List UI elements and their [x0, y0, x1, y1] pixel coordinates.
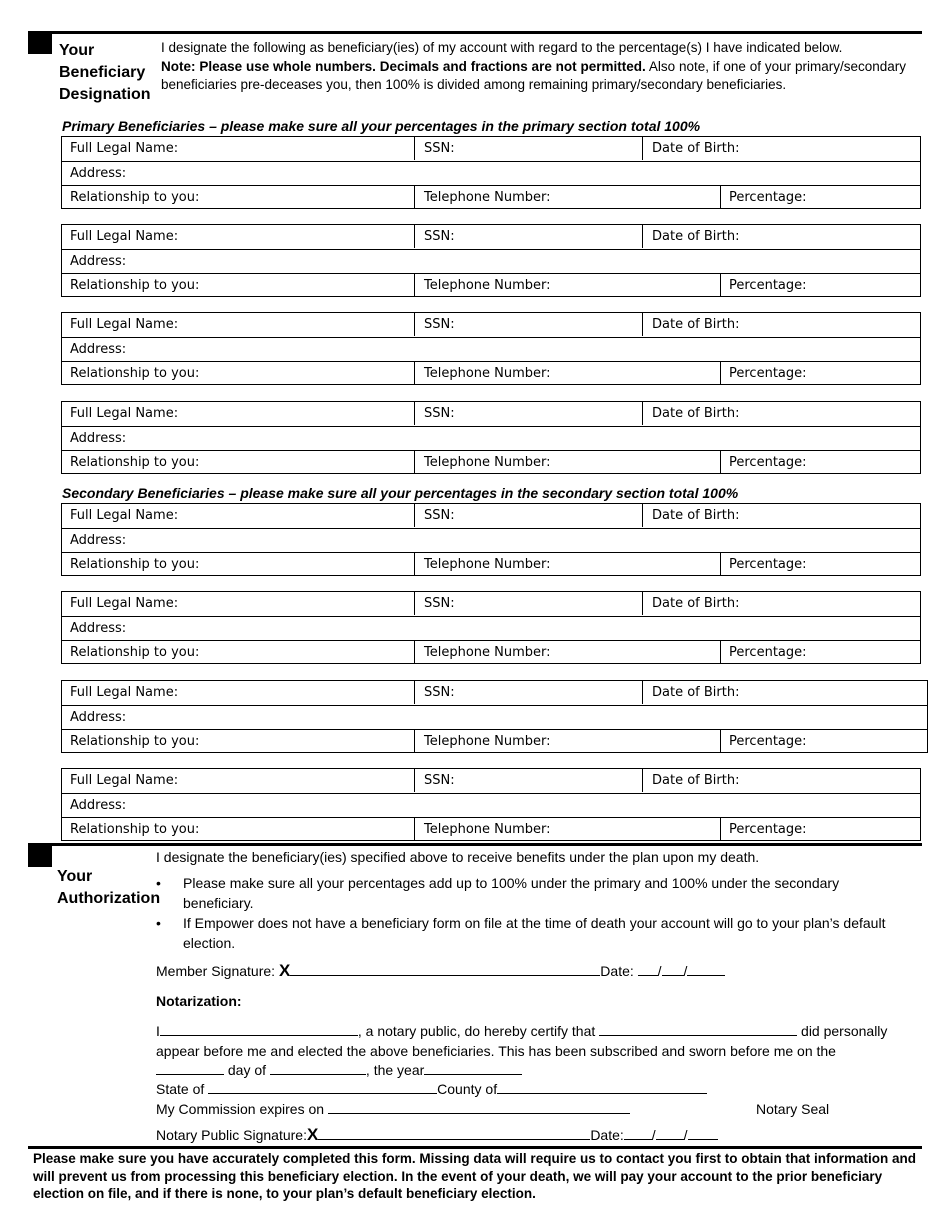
- commission-expiry-field[interactable]: [328, 1100, 630, 1114]
- notary-date-month[interactable]: [624, 1126, 652, 1140]
- signature-x-mark: X: [306, 1125, 319, 1144]
- percentage-field[interactable]: Percentage:: [720, 186, 920, 209]
- authorization-statement: I designate the beneficiary(ies) specified above to receive benefits under the plan upon my death.: [156, 849, 760, 865]
- ssn-field[interactable]: SSN:: [414, 681, 642, 704]
- notary-signature-field[interactable]: [318, 1126, 590, 1140]
- relationship-field[interactable]: Relationship to you:: [70, 822, 200, 837]
- full-legal-name-field[interactable]: Full Legal Name:: [70, 508, 179, 523]
- primary-beneficiary-2: [61, 224, 921, 297]
- date-of-birth-field[interactable]: Date of Birth:: [642, 592, 920, 615]
- address-field[interactable]: Address:: [70, 342, 127, 357]
- secondary-beneficiary-1: [61, 503, 921, 576]
- notary-date-line: day of , the year: [156, 1061, 522, 1080]
- notary-signature-line: Notary Public Signature:X Date: / /: [156, 1125, 718, 1145]
- telephone-field[interactable]: Telephone Number:: [414, 553, 720, 576]
- footer-rule: [28, 1146, 922, 1149]
- county-field[interactable]: [497, 1080, 707, 1094]
- decimals-note: Note: Please use whole numbers. Decimals and fractions are not permitted.: [161, 58, 646, 74]
- primary-beneficiary-3: [61, 312, 921, 385]
- secondary-beneficiary-2: [61, 591, 921, 664]
- authorization-section-title: Your Authorization: [57, 868, 161, 907]
- telephone-field[interactable]: Telephone Number:: [414, 274, 720, 297]
- member-date-day[interactable]: [662, 962, 684, 976]
- date-of-birth-field[interactable]: Date of Birth:: [642, 769, 920, 792]
- telephone-field[interactable]: Telephone Number:: [414, 186, 720, 209]
- signature-x-mark: X: [278, 961, 291, 980]
- notary-seal-label: Notary Seal: [756, 1101, 830, 1117]
- percentage-field[interactable]: Percentage:: [720, 274, 920, 297]
- date-of-birth-field[interactable]: Date of Birth:: [642, 225, 920, 248]
- designation-section-title: Your Beneficiary Designation: [59, 42, 151, 103]
- date-of-birth-field[interactable]: Date of Birth:: [642, 402, 920, 425]
- notary-state-county-line: State of County of: [156, 1080, 707, 1099]
- footer-note: Please make sure you have accurately completed this form. Missing data will require us to contact you first to obtain that information and will prevent us from processing this beneficiary election. In the event of your death, we will pay your account to the prior beneficiary election on file, and if there is none, to your plan’s default beneficiary election.: [33, 1151, 916, 1201]
- designation-section-marker: [28, 33, 52, 54]
- ssn-field[interactable]: SSN:: [414, 402, 642, 425]
- notary-day-field[interactable]: [156, 1061, 224, 1075]
- bullet-default-election: • If Empower does not have a beneficiary form on file at the time of death your account will go to your plan’s default election.: [156, 915, 886, 951]
- full-legal-name-field[interactable]: Full Legal Name:: [70, 406, 179, 421]
- relationship-field[interactable]: Relationship to you:: [70, 190, 200, 205]
- designation-top-rule: [28, 31, 922, 34]
- full-legal-name-field[interactable]: Full Legal Name:: [70, 141, 179, 156]
- address-field[interactable]: Address:: [70, 710, 127, 725]
- ssn-field[interactable]: SSN:: [414, 313, 642, 336]
- address-field[interactable]: Address:: [70, 621, 127, 636]
- percentage-field[interactable]: Percentage:: [720, 451, 920, 474]
- notary-date-day[interactable]: [656, 1126, 684, 1140]
- authorization-top-rule: [28, 843, 922, 846]
- secondary-beneficiary-3: [61, 680, 928, 753]
- full-legal-name-field[interactable]: Full Legal Name:: [70, 317, 179, 332]
- authorization-section-marker: [28, 845, 52, 867]
- full-legal-name-field[interactable]: Full Legal Name:: [70, 229, 179, 244]
- notary-month-field[interactable]: [270, 1061, 366, 1075]
- member-date-year[interactable]: [687, 962, 725, 976]
- telephone-field[interactable]: Telephone Number:: [414, 451, 720, 474]
- ssn-field[interactable]: SSN:: [414, 225, 642, 248]
- notary-date-year[interactable]: [688, 1126, 718, 1140]
- percentage-field[interactable]: Percentage:: [720, 641, 920, 664]
- notary-name-field[interactable]: [160, 1022, 358, 1036]
- percentage-field[interactable]: Percentage:: [720, 362, 920, 385]
- secondary-heading: Secondary Beneficiaries – please make sure all your percentages in the secondary section total 100%: [62, 485, 739, 501]
- telephone-field[interactable]: Telephone Number:: [414, 730, 720, 753]
- notary-appear-line: appear before me and elected the above beneficiaries. This has been subscribed and sworn before me on the: [156, 1043, 836, 1059]
- telephone-field[interactable]: Telephone Number:: [414, 362, 720, 385]
- percentage-field[interactable]: Percentage:: [720, 553, 920, 576]
- relationship-field[interactable]: Relationship to you:: [70, 557, 200, 572]
- address-field[interactable]: Address:: [70, 254, 127, 269]
- address-field[interactable]: Address:: [70, 798, 127, 813]
- full-legal-name-field[interactable]: Full Legal Name:: [70, 685, 179, 700]
- address-field[interactable]: Address:: [70, 533, 127, 548]
- date-of-birth-field[interactable]: Date of Birth:: [642, 681, 927, 704]
- notary-commission-line: My Commission expires on: [156, 1100, 630, 1119]
- state-field[interactable]: [208, 1080, 437, 1094]
- notary-certify-line: I , a notary public, do hereby certify that did personally: [156, 1023, 888, 1039]
- primary-beneficiary-4: [61, 401, 921, 474]
- relationship-field[interactable]: Relationship to you:: [70, 278, 200, 293]
- secondary-beneficiary-4: [61, 768, 921, 841]
- member-signature-field[interactable]: [290, 962, 600, 976]
- bullet-percentages: • Please make sure all your percentages add up to 100% under the primary and 100% under the secondary beneficiary.: [156, 875, 840, 911]
- appearing-person-field[interactable]: [599, 1022, 797, 1036]
- notary-year-field[interactable]: [424, 1061, 522, 1075]
- address-field[interactable]: Address:: [70, 166, 127, 181]
- percentage-field[interactable]: Percentage:: [720, 730, 927, 753]
- address-field[interactable]: Address:: [70, 431, 127, 446]
- primary-beneficiary-1: [61, 136, 921, 209]
- designation-intro: I designate the following as beneficiary(ies) of my account with regard to the percentage(s) I have indicated below. Note: Please use whole numbers. Decimals and fractions are not permitted. Also note, if one of your primary/secondary beneficiaries pre-deceases you, then 100% is divided among remaining primary/secondary beneficiaries.: [161, 40, 906, 92]
- full-legal-name-field[interactable]: Full Legal Name:: [70, 596, 179, 611]
- relationship-field[interactable]: Relationship to you:: [70, 645, 200, 660]
- full-legal-name-field[interactable]: Full Legal Name:: [70, 773, 179, 788]
- date-of-birth-field[interactable]: Date of Birth:: [642, 137, 920, 160]
- ssn-field[interactable]: SSN:: [414, 504, 642, 527]
- member-date-month[interactable]: [638, 962, 658, 976]
- ssn-field[interactable]: SSN:: [414, 769, 642, 792]
- ssn-field[interactable]: SSN:: [414, 592, 642, 615]
- telephone-field[interactable]: Telephone Number:: [414, 641, 720, 664]
- telephone-field[interactable]: Telephone Number:: [414, 818, 720, 841]
- relationship-field[interactable]: Relationship to you:: [70, 366, 200, 381]
- relationship-field[interactable]: Relationship to you:: [70, 734, 200, 749]
- relationship-field[interactable]: Relationship to you:: [70, 455, 200, 470]
- ssn-field[interactable]: SSN:: [414, 137, 642, 160]
- date-of-birth-field[interactable]: Date of Birth:: [642, 504, 920, 527]
- notarization-heading: Notarization:: [156, 993, 242, 1009]
- primary-heading: Primary Beneficiaries – please make sure all your percentages in the primary section total 100%: [62, 118, 701, 134]
- percentage-field[interactable]: Percentage:: [720, 818, 920, 841]
- date-of-birth-field[interactable]: Date of Birth:: [642, 313, 920, 336]
- member-signature-line: Member Signature: X Date: / /: [156, 961, 725, 981]
